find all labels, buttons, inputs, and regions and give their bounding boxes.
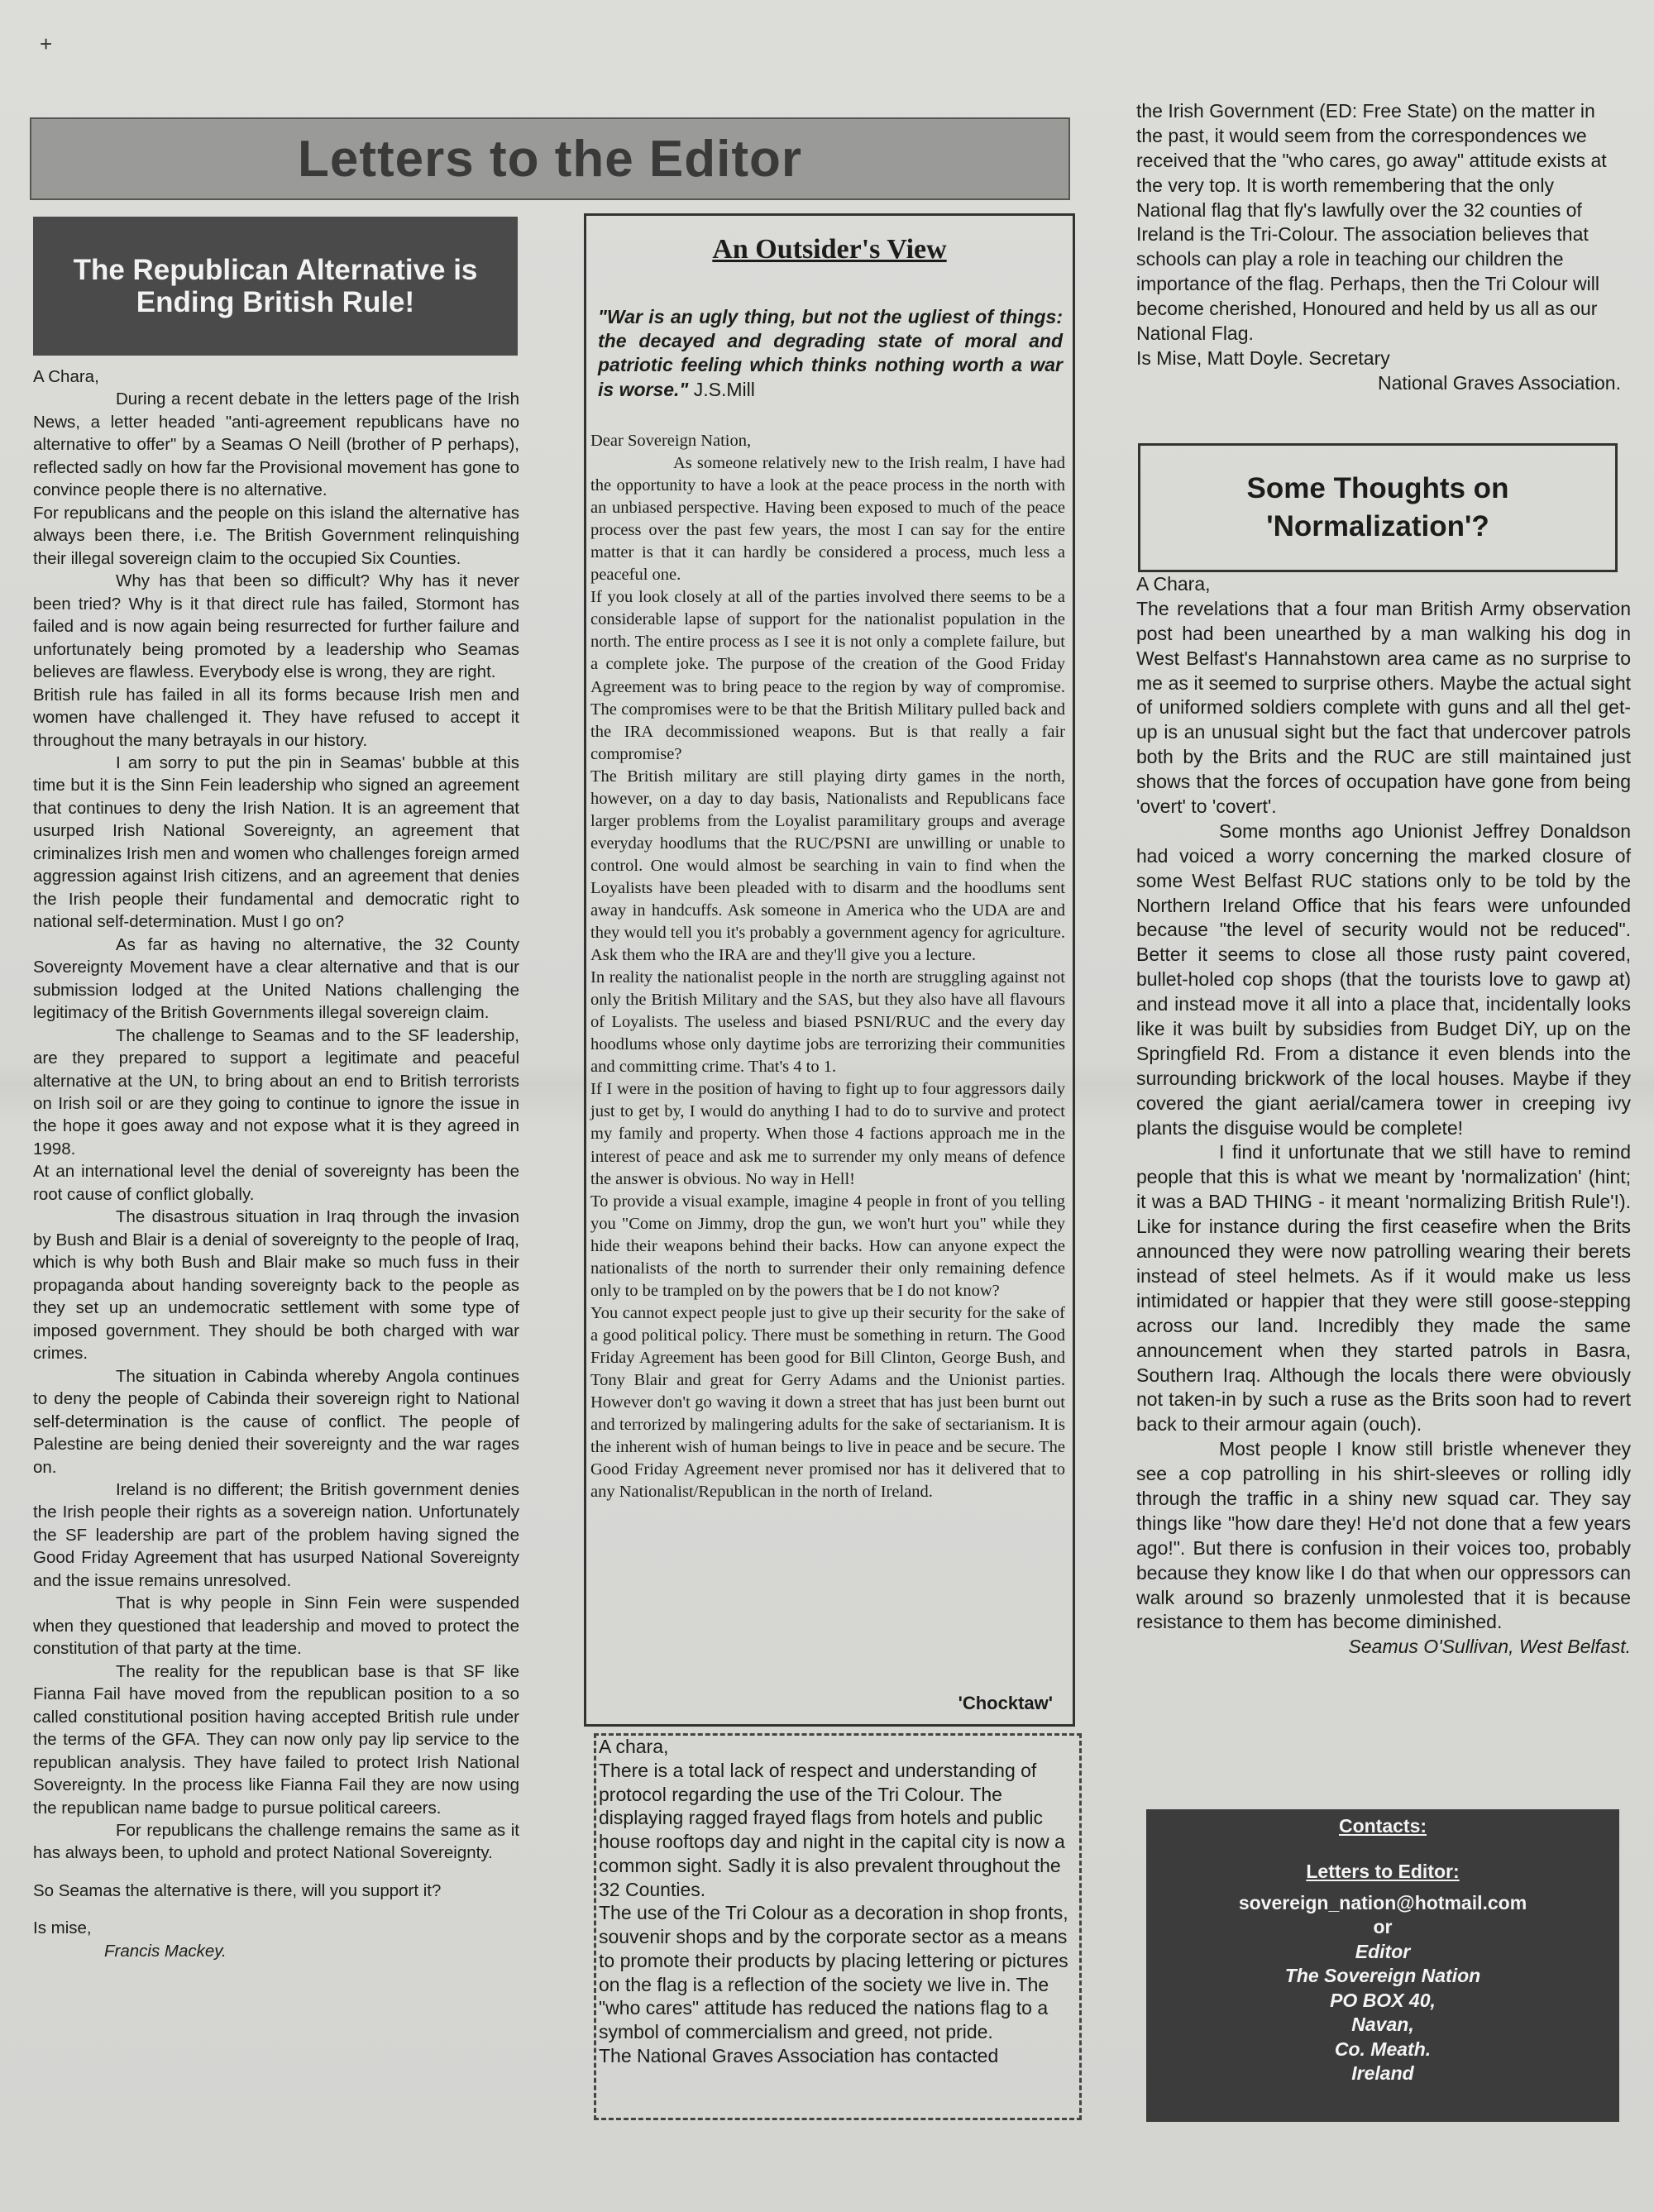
letter4-salutation: A Chara, [1136,573,1211,595]
letter1-paragraph: Why has that been so difficult? Why has it never been tried? Why is it that direct rule has failed, Stormont has failed and is now again being resurrected for further failure and unfortunately being promoted by a leadership who Seamas believes are flawless. Everybody else is wrong, they are right. [33,571,519,682]
letter3-salutation: A chara, [599,1736,669,1757]
section-title: Letters to the Editor [297,130,803,188]
contacts-address-line: Navan, [1351,2014,1414,2036]
letter4-headline-box [1138,443,1618,572]
letter1-paragraph: The disastrous situation in Iraq through the invasion by Bush and Blair is a denial of sovereignty to the people of Iraq, which is why both Bush and Blair make so much fuss in their propaganda about handing sovereignty back to the people as they set up an undemocratic settlement with some type of imposed government. They should be both charged with war crimes. [33,1207,519,1364]
letter2-headline: An Outsider's View [712,234,947,265]
contacts-address-line: The Sovereign Nation [1284,1965,1481,1987]
letter4-signature: Seamus O'Sullivan, West Belfast. [1348,1636,1631,1658]
letter2-paragraph: If I were in the position of having to fight up to four aggressors daily just to get by, I would do anything I had to do to survive and protect my family and property. When those 4 factions approach me in the interest of peace and ask me to surrender my only means of defence the answer is obvious. No way in Hell! [590,1080,1065,1188]
letter1-closing-question: So Seamas the alternative is there, will you support it? [33,1880,442,1900]
letter1-paragraph: I am sorry to put the pin in Seamas' bubble at this time but it is the Sinn Fein leadership who signed an agreement that continues to deny the Irish Nation. It is an agreement that usurped Irish National Sovereignty, an agreement that criminalizes Irish men and women who challenges foreign armed aggression against Irish citizens, and an agreement that denies the Irish people their fundamental and democratic right to national self-determination. Must I go on? [33,752,519,932]
letter1-paragraph: As far as having no alternative, the 32 County Sovereignty Movement have a clear alternative and that is our submission lodged at the United Nations challenging the legitimacy of the British Governments illegal sovereign claim. [33,934,519,1023]
letter1-paragraph: At an international level the denial of sovereignty has been the root cause of conflict globally. [33,1162,519,1204]
contacts-address-line: PO BOX 40, [1330,1989,1436,2011]
contacts-subheading: Letters to Editor: [1306,1861,1460,1883]
letter3-continuation [1136,99,1621,396]
contacts-address-line: Ireland [1351,2062,1414,2084]
letter1-paragraph: Ireland is no different; the British government denies the Irish people their rights as a sovereign nation. Unfortunately the SF leadership are part of the problem having signed the Good Friday Agreement that has usurped National Sovereignty and the issue remains unresolved. [33,1479,519,1590]
letter2-paragraph: As someone relatively new to the Irish realm, I have had the opportunity to have a look at the peace process in the north with an unbiased perspective. Having been exposed to much of the peace process over the past few years, the most I can say for the entire matter is that it can hardly be considered a process, much less a peaceful one. [590,454,1065,585]
letter1-paragraph: During a recent debate in the letters page of the Irish News, a letter headed "anti-agreement republicans have no alternative to offer" by a Seamas O Neill (brother of P perhaps), reflected sadly on how far the Provisional movement has gone to convince people there is no alternative. [33,389,519,500]
letter3-paragraph: The National Graves Association has contacted [599,2044,999,2066]
letter2-paragraph: You cannot expect people just to give up their security for the sake of a good political policy. There must be something in return. The Good Friday Agreement has been good for Bill Clinton, George Bush, and Tony Blair and great for Gerry Adams and the Unionist parties. However don't go waving it down a street that has just been burnt out and terrorized by malingering adults for the sake of sectarianism. It is the inherent wish of human beings to live in peace and be secure. The Good Friday Agreement never promised nor has it delivered that to any Nationalist/Republican in the north of Ireland. [590,1303,1065,1502]
letter2-quote-author: J.S.Mill [693,378,755,400]
letter1-headline: The Republican Alternative is Ending British Rule! [73,253,478,318]
letter3-organisation: National Graves Association. [1377,371,1621,394]
letter3-body [599,1735,1077,2068]
letter1-body [33,365,519,1962]
letter3-signoff: Is Mise, Matt Doyle. Secretary [1136,346,1390,369]
letter2-quote [598,305,1063,402]
letter1-signoff: Is mise, [33,1918,92,1938]
letter4-paragraph: I find it unfortunate that we still have to remind people that this is what we meant by 'normalization' (hint; it was a BAD THING - it meant 'normalizing British Rule'!). Like for instance during the first ceasefire when the Brits announced they were now patrolling wearing their berets instead of steel helmets. As if it would make us less intimidated or happier that they were still goose-stepping across our land. Incredibly they made the same announcement when they started patrols in Basra, Southern Iraq. Although the locals there were obviously not taken-in by such a ruse as the Brits soon had to revert back to their armour again (ouch). [1136,1141,1631,1436]
letter2-body [590,430,1065,1503]
contacts-or: or [1373,1916,1393,1938]
letter2-paragraph: The British military are still playing dirty games in the north, however, on a day to day basis, Nationalists and Republicans face larger problems from the Loyalist paramilitary groups and average everyday hoodlums that the RUC/PSNI are unwilling or unable to control. One would almost be searching in vain to find when the Loyalists have been pleaded with to disarm and the hoodlums sent away in handcuffs. Ask someone in America who the UDA are and they would tell you it's probably a government agency for agriculture. Ask them who the IRA are and they'll give you a lecture. [590,767,1065,965]
letter2-paragraph: If you look closely at all of the parties involved there seems to be a considerable lapse of support for the nationalist population in the north. The entire process as I see it is not only a complete failure, but a complete joke. The purpose of the creation of the Good Friday Agreement was to bring peace to the region by way of compromise. The compromises were to be that the British Military pulled back and the IRA decommissioned weapons. But is that really a fair compromise? [590,588,1065,763]
letter4-headline: Some Thoughts on 'Normalization'? [1246,471,1509,542]
letter1-paragraph: The reality for the republican base is that SF like Fianna Fail have moved from the republican position to a so called constitutional position having accepted British rule under the terms of the GFA. They can now only pay lip service to the republican analysis. They have failed to protect Irish National Sovereignty. In the process like Fianna Fail they are now using the republican name badge to pursue political careers. [33,1661,519,1818]
letter1-signature: Francis Mackey. [104,1941,227,1961]
letter2-quote-text: "War is an ugly thing, but not the ugliest of things: the decayed and degrading state of moral and patriotic feeling which thinks nothing worth a war is worse." [598,306,1063,400]
section-masthead [30,117,1070,200]
letter1-paragraph: That is why people in Sinn Fein were suspended when they questioned that leadership and moved to protect the constitution of that party at the time. [33,1593,519,1659]
contacts-heading: Contacts: [1338,1815,1427,1837]
letter1-paragraph: The situation in Cabinda whereby Angola continues to deny the people of Cabinda their sovereign right to National self-determination is the cause of conflict. The people of Palestine are being denied their sovereignty and the war rages on. [33,1366,519,1477]
letter1-paragraph: For republicans and the people on this island the alternative has always been there, i.e. The British Government relinquishing their illegal sovereign claim to the occupied Six Counties. [33,503,519,568]
letter2-paragraph: In reality the nationalist people in the north are struggling against not only the British Military and the SAS, but they also have all flavours of Loyalists. The useless and biased PSNI/RUC and the every day hoodlums whose only daytime jobs are terrorizing their communities and committing crime. That's 4 to 1. [590,968,1065,1077]
letter1-paragraph: The challenge to Seamas and to the SF leadership, are they prepared to support a legitimate and peaceful alternative at the UN, to bring about an end to British terrorists on Irish soil or are they going to continue to ignore the issue in the hope it goes away and not expose what it is they agreed in 1998. [33,1025,519,1159]
letter3-paragraph: The use of the Tri Colour as a decoration in shop fronts, souvenir shops and by the corporate sector as a means to promote their products by placing lettering or pictures on the flag is a reflection of the society we live in. The "who cares" attitude has reduced the nations flag to a symbol of commercialism and greed, not pride. [599,1902,1068,2042]
contacts-email[interactable]: sovereign_nation@hotmail.com [1238,1891,1527,1913]
letter4-paragraph: The revelations that a four man British Army observation post had been unearthed by a man walking his dog in West Belfast's Hannahstown area came as no surprise to me as it seemed to surprise others. Maybe the actual sight of uniformed soldiers complete with guns and all thel get-up is an unusual sight but the fact that undercover patrols both by the Brits and the RUC are still maintained just shows that the forces of occupation have gone from being 'overt' to 'covert'. [1136,597,1631,818]
letter3-paragraph: There is a total lack of respect and understanding of protocol regarding the use of the Tri Colour. The displaying ragged frayed flags from hotels and public house rooftops day and night in the capital city is now a common sight. Sadly it is also prevalent throughout the 32 Counties. [599,1759,1065,1900]
letter2-signature: 'Chocktaw' [958,1693,1053,1713]
letter1-salutation: A Chara, [33,367,99,386]
crop-mark: + [40,31,53,56]
letter1-paragraph: British rule has failed in all its forms because Irish men and women have challenged it. They have refused to accept it throughout the many betrayals in our history. [33,685,519,750]
letter4-body [1136,572,1631,1660]
contacts-address-line: Editor [1355,1940,1411,1962]
letter1-paragraph: For republicans the challenge remains the same as it has always been, to uphold and protect National Sovereignty. [33,1821,519,1863]
letter4-paragraph: Some months ago Unionist Jeffrey Donaldson had voiced a worry concerning the marked closure of some West Belfast RUC stations only to be told by the Northern Ireland Office that his fears were unfounded because "the level of security would not be reduced". Better it seems to close all those rusty paint covered, bullet-holed cop shops (that the tourists love to gawp at) and instead move it all into a place that, incidentally looks like it was built by subsidies from Budget DiY, up on the Springfield Rd. From a distance it even blends into the surrounding brickwork of the local houses. Maybe if they covered the giant aerial/camera tower in creeping ivy plants the disguise would be complete! [1136,819,1631,1139]
letter1-headline-banner [33,217,518,356]
letter4-paragraph: Most people I know still bristle whenever they see a cop patrolling in his shirt-sleeves or rolling idly through the traffic in a shiny new squad car. They say things like "how dare they! He'd not done that a few years ago!". But there is confusion in their voices too, probably because they know like I do that when our oppressors can walk around so brazenly unmolested that it is because resistance to them has become diminished. [1136,1438,1631,1633]
contacts-address-line: Co. Meath. [1334,2038,1432,2060]
contacts-box [1146,1809,1619,2122]
letter2-paragraph: To provide a visual example, imagine 4 people in front of you telling you "Come on Jimmy, drop the gun, we won't hurt you" while they hide their weapons behind their backs. How can anyone expect the nationalists of the north to surrender their only remaining defence only to be trampled on by the powers that be I do not know? [590,1192,1065,1300]
letter3-continuation-text: the Irish Government (ED: Free State) on the matter in the past, it would seem from the correspondences we received that the "who cares, go away" attitude exists at the very top. It is worth remembering that the only National flag that fly's lawfully over the 32 counties of Ireland is the Tri-Colour. The association believes that schools can play a role in teaching our children the importance of the flag. Perhaps, then the Tri Colour will become cherished, Honoured and held by us all as our National Flag. [1136,100,1607,345]
letter2-salutation: Dear Sovereign Nation, [590,432,752,450]
